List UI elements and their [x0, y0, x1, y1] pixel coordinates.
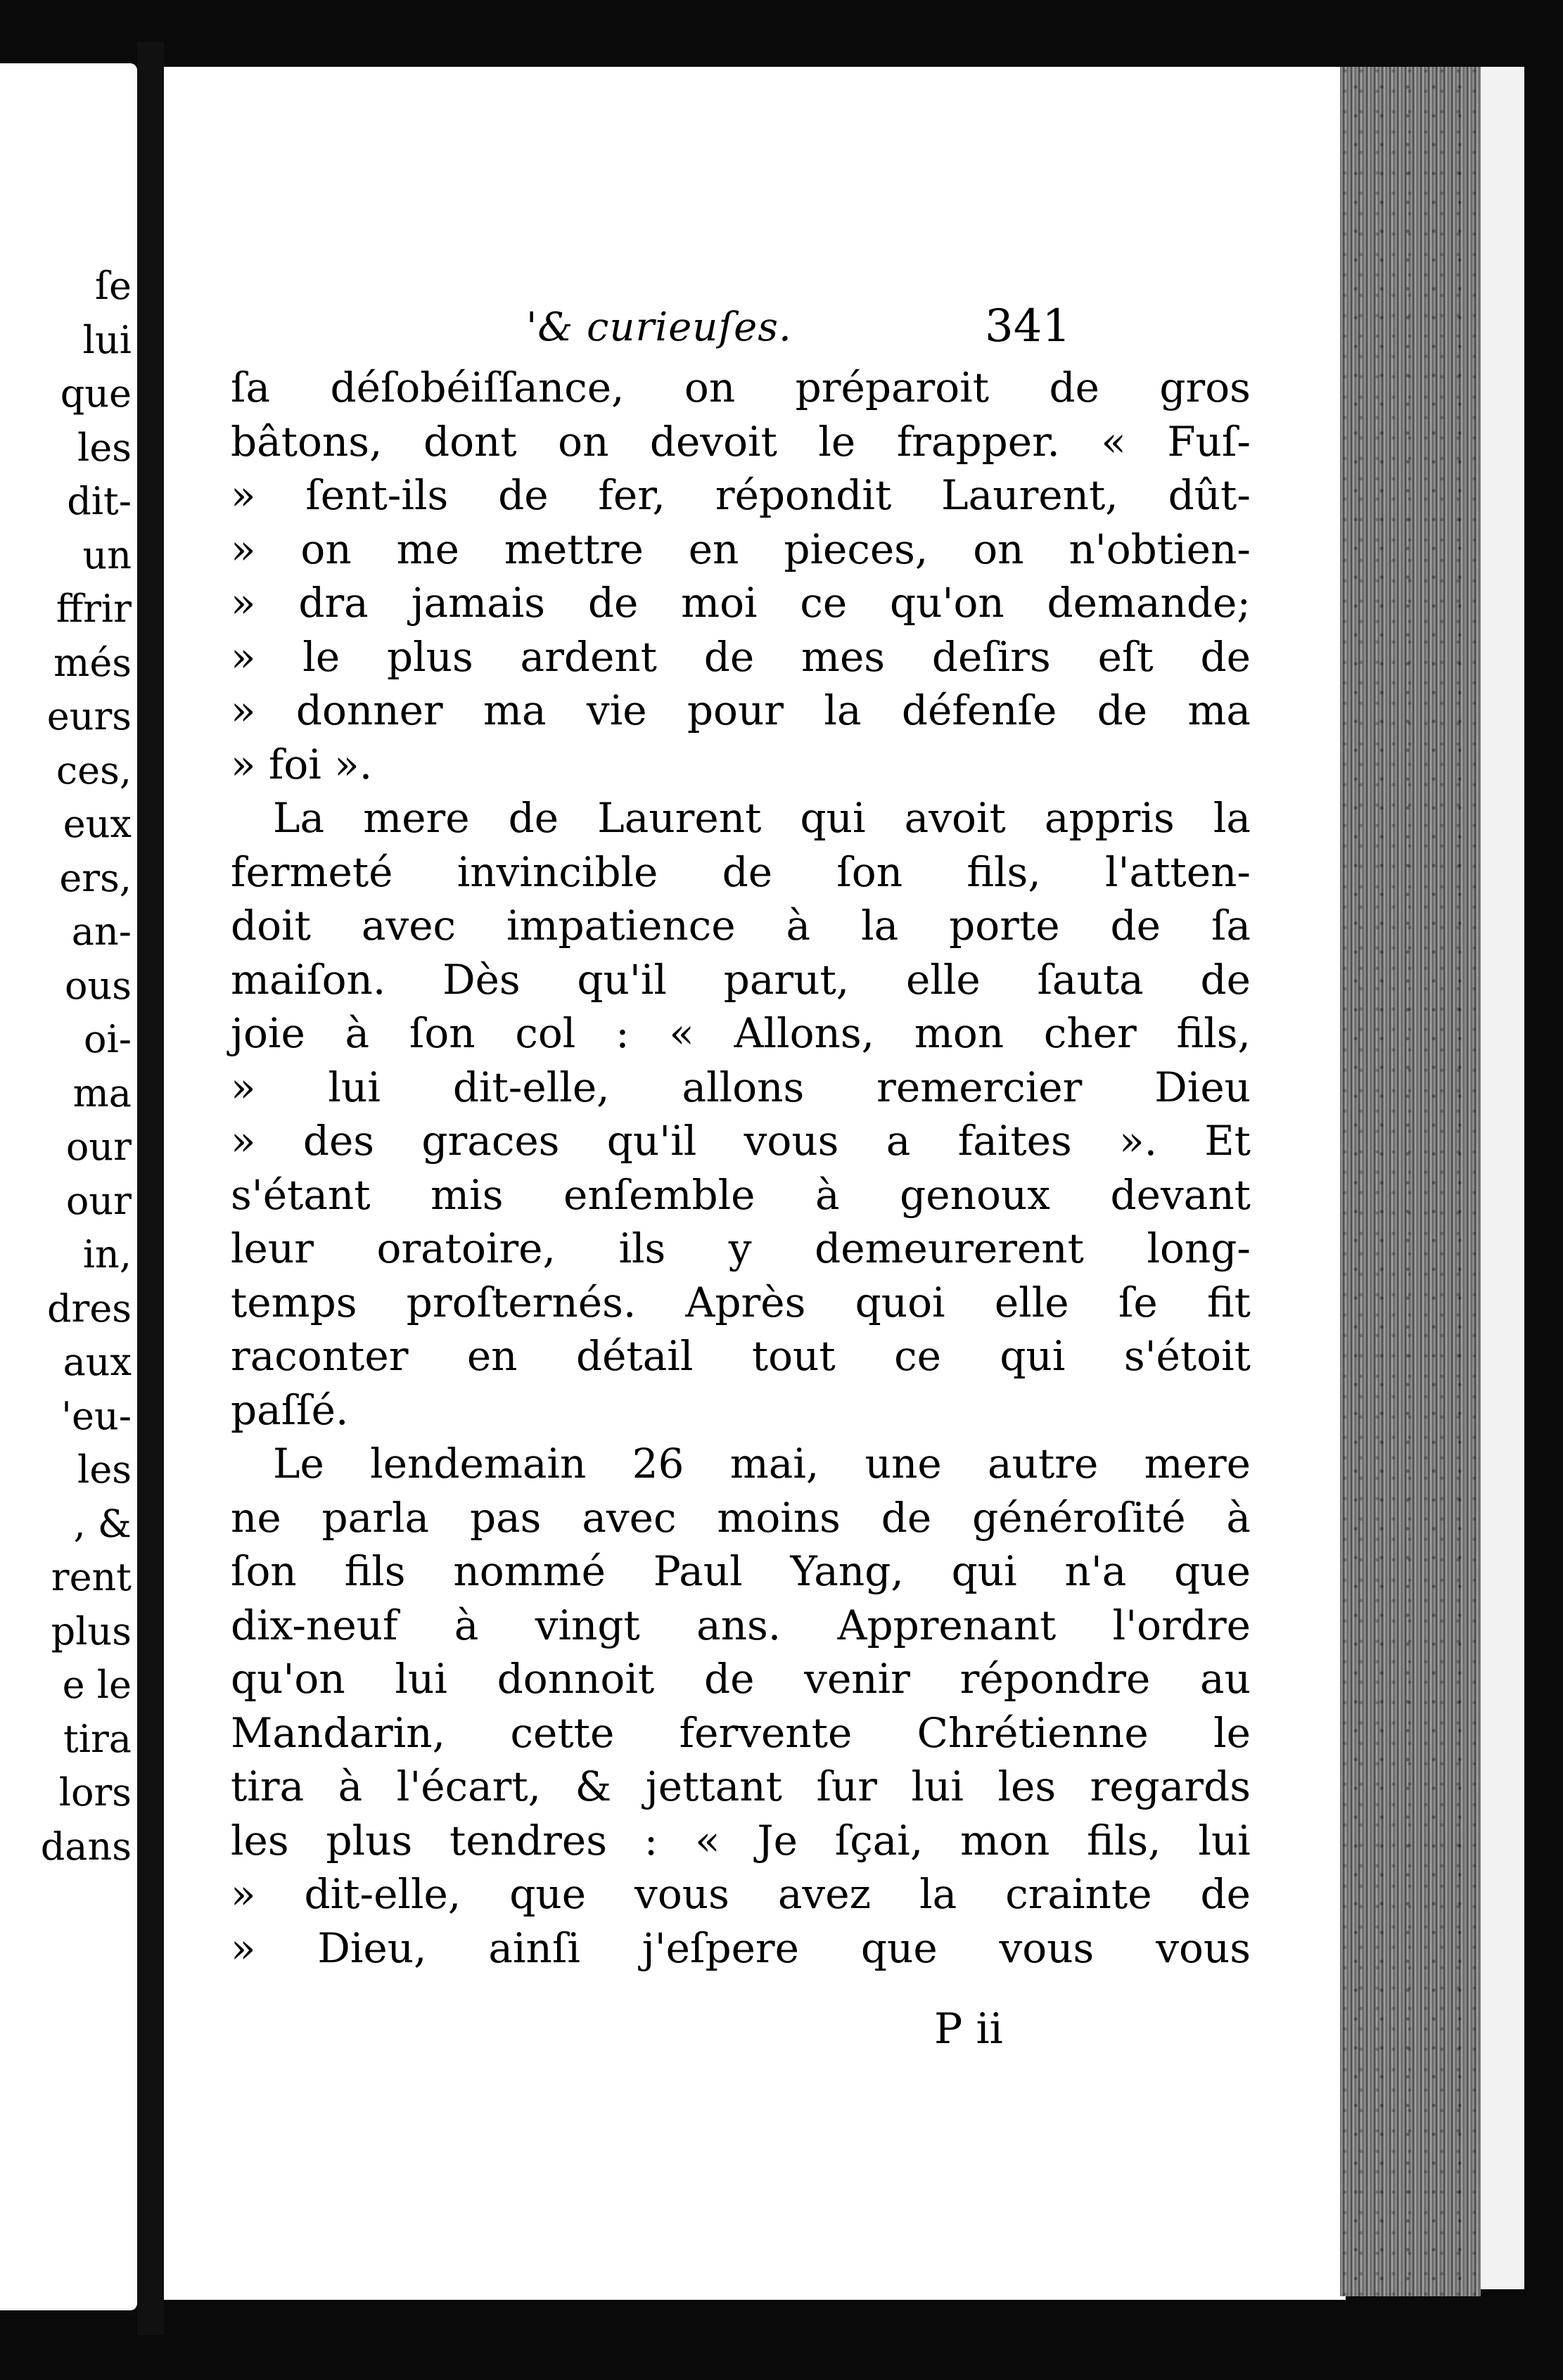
left-page-fragment: an- — [71, 909, 132, 954]
word: l'écart, — [396, 1762, 542, 1810]
left-page-fragment: , & — [73, 1501, 132, 1546]
word: qu'on — [890, 579, 1004, 627]
word: ce — [800, 579, 848, 627]
word: elle — [994, 1278, 1069, 1326]
word: ſa — [1211, 902, 1251, 949]
word: ce — [894, 1332, 941, 1380]
word: Allons, — [734, 1009, 875, 1057]
word: pieces, — [784, 525, 929, 573]
left-page-fragment: que — [60, 371, 132, 416]
word: demeurerent — [815, 1224, 1084, 1272]
word: ne — [231, 1493, 281, 1542]
text-line — [231, 630, 1251, 684]
word: nommé — [453, 1547, 606, 1595]
word: enſemble — [563, 1170, 755, 1219]
text-line — [231, 1814, 1251, 1868]
word: des — [302, 1117, 375, 1165]
word: ſon — [409, 1009, 476, 1057]
left-page-edge — [0, 63, 137, 2310]
word: s'étoit — [1123, 1332, 1251, 1380]
word: 26 — [632, 1440, 684, 1488]
text-line — [231, 1652, 1251, 1706]
left-page-fragment: aux — [63, 1340, 132, 1384]
word: lui — [328, 1063, 381, 1111]
word: ſauta — [1037, 955, 1144, 1004]
word: vous — [1156, 1924, 1251, 1972]
word: ma — [1187, 686, 1251, 734]
word: à — [345, 1009, 370, 1057]
left-page-fragment: lors — [58, 1770, 132, 1815]
word: parla — [321, 1493, 430, 1542]
word: lui — [395, 1655, 447, 1703]
text-line — [231, 468, 1251, 523]
word: La — [273, 794, 325, 842]
signature-mark: P ii — [934, 2004, 1003, 2054]
word: la — [824, 686, 862, 734]
word: défenſe — [901, 686, 1057, 734]
word: de — [587, 579, 639, 627]
word: » — [231, 579, 256, 627]
word: Chrétienne — [917, 1708, 1149, 1757]
word: porte — [949, 902, 1060, 949]
word: invincible — [457, 847, 658, 896]
word: « — [1101, 417, 1126, 466]
word: parut, — [723, 955, 850, 1004]
word: les — [997, 1762, 1057, 1810]
word: : — [615, 1009, 630, 1057]
word: vingt — [535, 1601, 640, 1649]
word: jettant — [645, 1762, 782, 1810]
word: n'obtien- — [1068, 525, 1251, 573]
word: ſçai, — [834, 1816, 924, 1864]
word: mettre — [504, 525, 644, 573]
word: à — [454, 1601, 479, 1649]
text-line — [231, 1168, 1251, 1222]
word: lui — [911, 1762, 964, 1810]
word: autre — [988, 1440, 1099, 1488]
word: qui — [800, 794, 866, 842]
word: quoi — [855, 1278, 945, 1326]
page-number: 341 — [985, 300, 1071, 352]
left-page-fragment: ma — [72, 1070, 132, 1115]
word: mis — [430, 1170, 504, 1219]
word: fils, — [1176, 1009, 1251, 1057]
word: frapper. — [896, 417, 1060, 466]
word: en — [466, 1332, 518, 1380]
text-line — [231, 1276, 1251, 1330]
word: que — [860, 1924, 938, 1972]
word: plus — [386, 632, 473, 681]
word: une — [865, 1440, 942, 1488]
word: Apprenant — [837, 1601, 1057, 1649]
word: » — [231, 632, 256, 681]
word: de — [703, 632, 755, 681]
word: l'ordre — [1112, 1601, 1251, 1649]
word: dût- — [1168, 471, 1251, 519]
word: remercier — [876, 1063, 1083, 1111]
word: deſirs — [931, 632, 1051, 681]
page-block-speckle — [1340, 67, 1481, 2296]
left-page-fragment: dit- — [67, 479, 132, 523]
word: fils, — [1087, 1816, 1161, 1864]
word: proſternés. — [406, 1278, 637, 1326]
word: « — [669, 1009, 694, 1057]
word: Le — [273, 1440, 324, 1488]
word: elle — [905, 955, 981, 1004]
word: de — [508, 794, 559, 842]
word: Laurent, — [941, 471, 1118, 519]
left-page-fragment: lui — [82, 317, 132, 362]
word: Dieu, — [317, 1924, 427, 1972]
running-title: '& curieuſes. — [526, 305, 792, 350]
word: qu'il — [606, 1117, 697, 1165]
word: doit — [231, 902, 311, 949]
word: vie — [586, 686, 647, 734]
text-line — [231, 1491, 1251, 1545]
word: lui — [1198, 1816, 1251, 1864]
text-line — [231, 953, 1251, 1007]
word: j'eſpere — [642, 1924, 799, 1972]
word: Et — [1204, 1117, 1251, 1165]
word: à — [1226, 1493, 1251, 1542]
word: bâtons, — [231, 417, 383, 466]
page-header — [164, 300, 1346, 354]
word: leur — [231, 1224, 314, 1272]
word: Je — [757, 1816, 798, 1864]
word: a — [886, 1117, 911, 1165]
word: déſobéiſſance, — [330, 364, 625, 411]
word: temps — [231, 1278, 357, 1326]
word: de — [1049, 364, 1099, 411]
left-page-fragment: dres — [46, 1286, 132, 1331]
word: gros — [1159, 364, 1251, 411]
cover-edge — [1481, 67, 1524, 2289]
left-page-fragment: les — [77, 1447, 132, 1492]
word: Laurent — [597, 794, 762, 842]
word: avoit — [904, 794, 1006, 842]
word: venir — [804, 1655, 910, 1703]
word: à — [786, 902, 811, 949]
word: dit-elle, — [304, 1870, 461, 1918]
left-page-fragment: in, — [82, 1232, 132, 1277]
word: le — [818, 417, 856, 466]
left-page-fragment: un — [82, 532, 132, 577]
word: » — [231, 686, 256, 734]
left-page-fragment: les — [77, 425, 132, 470]
word: mere — [363, 794, 470, 842]
word: pour — [687, 686, 784, 734]
word: ſur — [816, 1762, 877, 1810]
text-line — [231, 1061, 1251, 1115]
word: ». — [1119, 1117, 1157, 1165]
left-page-fragment: our — [65, 1125, 132, 1169]
word: qui — [951, 1547, 1017, 1595]
text-line — [231, 845, 1251, 900]
word: avec — [582, 1493, 677, 1542]
left-page-fragment: més — [53, 640, 132, 685]
word: on — [558, 417, 609, 466]
left-page-fragment: our — [65, 1178, 132, 1223]
word: s'étant — [231, 1170, 371, 1219]
word: donnoit — [497, 1655, 655, 1703]
word: de — [1200, 1870, 1251, 1918]
word: Dès — [442, 955, 521, 1004]
word: dit-elle, — [452, 1063, 610, 1111]
word: de — [703, 1655, 755, 1703]
word: fervente — [679, 1708, 853, 1757]
word: fils, — [966, 847, 1041, 896]
word: la — [861, 902, 899, 949]
word: de — [881, 1493, 932, 1542]
word: mon — [914, 1009, 1004, 1057]
word: oratoire, — [376, 1224, 556, 1272]
text-line — [231, 1760, 1251, 1814]
left-page-fragment: ffrir — [56, 587, 132, 631]
word: » — [231, 1870, 256, 1918]
left-page-fragment: dans — [40, 1824, 132, 1869]
word: on — [300, 525, 352, 573]
word: au — [1200, 1655, 1251, 1703]
word: Paul — [653, 1547, 743, 1595]
left-page-fragment: rent — [51, 1555, 132, 1599]
left-page-fragment: 'eu- — [61, 1393, 132, 1438]
left-page-fragment: ſe — [95, 264, 132, 308]
book-gutter — [137, 42, 164, 2335]
text-line — [231, 1437, 1251, 1491]
word: moins — [717, 1493, 841, 1542]
word: impatience — [506, 902, 736, 949]
word: » — [231, 471, 256, 519]
word: Mandarin, — [231, 1708, 446, 1757]
word: graces — [421, 1117, 560, 1165]
word: mon — [960, 1816, 1050, 1864]
text-line — [231, 1867, 1251, 1921]
word: fils — [344, 1547, 406, 1595]
word: répondit — [715, 471, 892, 519]
body-text — [231, 361, 1251, 1975]
word: dont — [423, 417, 517, 466]
left-page-fragment: eux — [63, 802, 132, 846]
word: avec — [361, 902, 457, 949]
word: raconter — [231, 1332, 409, 1380]
text-line: » foi ». — [231, 740, 373, 788]
word: Fuſ- — [1167, 417, 1251, 466]
left-page-fragment: plus — [51, 1608, 132, 1653]
left-page-fragment: e le — [62, 1663, 132, 1707]
word: on — [973, 525, 1024, 573]
word: le — [302, 632, 340, 681]
word: on — [684, 364, 736, 411]
word: pas — [469, 1493, 542, 1542]
word: ma — [483, 686, 547, 734]
word: tira — [231, 1762, 305, 1810]
word: cher — [1043, 1009, 1137, 1057]
word: de — [722, 847, 773, 896]
left-page-fragment: ers, — [59, 855, 132, 900]
word: détail — [575, 1332, 694, 1380]
word: col — [515, 1009, 576, 1057]
word: de — [1200, 955, 1251, 1004]
word: dix-neuf — [231, 1601, 398, 1649]
word: demande; — [1047, 579, 1251, 627]
word: qu'on — [231, 1655, 345, 1703]
word: cette — [510, 1708, 615, 1757]
word: généroſité — [972, 1493, 1186, 1542]
word: Yang, — [790, 1547, 904, 1595]
text-line — [231, 523, 1251, 577]
word: jamais — [411, 579, 546, 627]
word: mere — [1144, 1440, 1251, 1488]
word: la — [1213, 794, 1251, 842]
text-line — [231, 684, 1251, 738]
word: vous — [744, 1117, 839, 1165]
text-line — [231, 1544, 1251, 1599]
word: ardent — [520, 632, 657, 681]
text-line — [231, 1599, 1251, 1653]
word: moi — [681, 579, 758, 627]
word: de — [498, 471, 549, 519]
word: devoit — [649, 417, 777, 466]
left-page-fragment: tira — [63, 1716, 132, 1761]
word: ſon — [231, 1547, 297, 1595]
word: fermeté — [231, 847, 393, 896]
word: « — [695, 1816, 720, 1864]
word: la — [919, 1870, 957, 1918]
word: tout — [751, 1332, 836, 1380]
word: ans. — [696, 1601, 782, 1649]
text-line — [231, 791, 1251, 845]
word: me — [396, 525, 459, 573]
text-line: paſſé. — [231, 1386, 349, 1434]
word: que — [509, 1870, 587, 1918]
left-page-fragment: oi- — [83, 1017, 132, 1061]
word: y — [728, 1224, 752, 1272]
word: » — [231, 1117, 256, 1165]
word: donner — [295, 686, 443, 734]
word: de — [1200, 632, 1251, 681]
word: Dieu — [1154, 1063, 1251, 1111]
text-line — [231, 1114, 1251, 1168]
text-line — [231, 576, 1251, 630]
word: préparoit — [795, 364, 990, 411]
word: ſa — [231, 364, 271, 411]
word: genoux — [900, 1170, 1050, 1219]
word: qu'il — [577, 955, 667, 1004]
word: vous — [999, 1924, 1095, 1972]
word: ſon — [836, 847, 903, 896]
word: ils — [618, 1224, 666, 1272]
text-line — [231, 361, 1251, 415]
word: appris — [1044, 794, 1175, 842]
word: ſe — [1118, 1278, 1158, 1326]
word: de — [1110, 902, 1161, 949]
word: avez — [777, 1870, 872, 1918]
word: » — [231, 1063, 256, 1111]
word: : — [644, 1816, 658, 1864]
word: en — [688, 525, 739, 573]
word: qui — [1000, 1332, 1066, 1380]
word: allons — [682, 1063, 805, 1111]
word: à — [338, 1762, 363, 1810]
word: mai, — [729, 1440, 819, 1488]
left-page-fragment: ces, — [56, 748, 132, 793]
word: plus — [326, 1816, 413, 1864]
word: à — [815, 1170, 840, 1219]
word: répondre — [959, 1655, 1151, 1703]
word: dra — [298, 579, 369, 627]
word: » — [231, 525, 256, 573]
word: ſent-ils — [305, 471, 449, 519]
word: lendemain — [370, 1440, 587, 1488]
word: & — [575, 1762, 612, 1810]
word: maiſon. — [231, 955, 386, 1004]
word: fer, — [598, 471, 665, 519]
word: crainte — [1005, 1870, 1152, 1918]
word: n'a — [1064, 1547, 1127, 1595]
text-line — [231, 899, 1251, 953]
right-page — [164, 67, 1346, 2300]
text-line — [231, 1921, 1251, 1976]
text-line — [231, 1329, 1251, 1383]
left-page-fragment: ous — [64, 963, 132, 1008]
word: mes — [800, 632, 886, 681]
word: eſt — [1097, 632, 1154, 681]
text-line — [231, 1222, 1251, 1276]
word: regards — [1090, 1762, 1251, 1810]
text-line — [231, 1706, 1251, 1760]
word: l'atten- — [1105, 847, 1251, 896]
word: de — [1097, 686, 1148, 734]
word: tendres — [449, 1816, 607, 1864]
word: que — [1174, 1547, 1251, 1595]
word: joie — [231, 1009, 305, 1057]
word: ainſi — [488, 1924, 580, 1972]
word: fit — [1206, 1278, 1251, 1326]
text-line — [231, 415, 1251, 469]
word: vous — [634, 1870, 729, 1918]
left-page-fragment: eurs — [46, 694, 132, 738]
word: les — [231, 1816, 289, 1864]
word: devant — [1110, 1170, 1251, 1219]
word: long- — [1147, 1224, 1251, 1272]
word: Après — [685, 1278, 806, 1326]
word: » — [231, 1924, 256, 1972]
word: le — [1213, 1708, 1251, 1757]
word: faites — [957, 1117, 1072, 1165]
text-line — [231, 1006, 1251, 1061]
